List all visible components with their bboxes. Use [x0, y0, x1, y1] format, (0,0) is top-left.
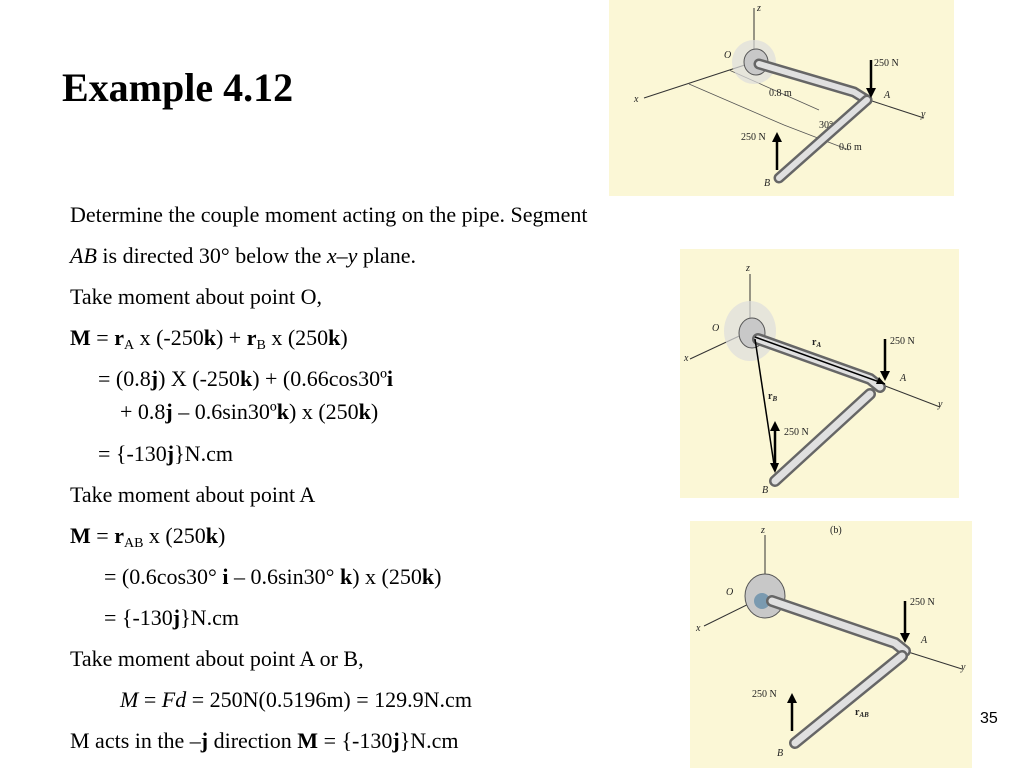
- figure-pipe-position-vectors: [680, 249, 959, 498]
- fig3-b-label: B: [777, 748, 784, 759]
- eq-term: x (250: [265, 325, 329, 350]
- equation-step2: [104, 564, 441, 590]
- slide-title: Example 4.12: [62, 65, 294, 110]
- fig3-o-label: O: [726, 587, 734, 598]
- eq-term: k: [239, 366, 253, 391]
- eq-term: ) x (250: [352, 564, 422, 589]
- fig3-z-label: z: [761, 525, 765, 536]
- fig1-dim-08: 0.8 m: [769, 88, 792, 99]
- heading-text: Take moment about point A: [70, 482, 316, 507]
- fig1-dim-06: 0.6 m: [839, 142, 862, 153]
- eq-term: = {-130: [104, 605, 173, 630]
- equation-result-a: [104, 605, 239, 631]
- eq-term: r: [114, 523, 124, 548]
- fig1-b-label: B: [764, 178, 771, 189]
- statement-part: plane.: [357, 243, 417, 268]
- eq-term: k: [328, 325, 341, 350]
- eq-term: ): [434, 564, 442, 589]
- problem-statement-line2: [70, 243, 416, 269]
- fig2-z-label: z: [746, 263, 750, 274]
- fig3-a-label: A: [921, 635, 928, 646]
- eq-term: }N.cm: [180, 605, 239, 630]
- equation-fd: [120, 687, 472, 713]
- heading-text: Take moment about point A or B,: [70, 646, 364, 671]
- eq-term: k: [421, 564, 435, 589]
- xy-plane: x–y: [326, 243, 358, 268]
- heading-text: Take moment about point O,: [70, 284, 323, 309]
- eq-term: Fd: [161, 687, 187, 712]
- fig1-z-label: z: [757, 3, 761, 14]
- fig3-rab-label: $r_{AB}$: [855, 707, 869, 719]
- moment-about-ab-heading: [70, 646, 364, 672]
- eq-term: r: [246, 325, 257, 350]
- eq-term: ) + (0.66cos30º: [252, 366, 387, 391]
- fig2-b-label: B: [762, 485, 769, 496]
- problem-statement-text: Determine the couple moment acting on the pipe. Segment: [70, 202, 588, 227]
- figure-pipe-rab-vector: [690, 521, 972, 768]
- fig2-force-top: 250 N: [890, 336, 915, 347]
- eq-term: j: [166, 441, 175, 466]
- eq-term: M: [297, 728, 319, 753]
- eq-subscript: AB: [123, 536, 144, 551]
- eq-term: ): [370, 399, 379, 424]
- fig1-y-label: y: [921, 109, 926, 120]
- equation-step1: [98, 366, 393, 392]
- eq-term: k: [276, 399, 289, 424]
- eq-term: = (0.6cos30°: [104, 564, 223, 589]
- eq-term: =: [138, 687, 162, 712]
- fig3-force-top: 250 N: [910, 597, 935, 608]
- equation-step1-cont: [120, 399, 378, 425]
- equation-moment-a: [70, 523, 225, 549]
- equation-result-o: [98, 441, 233, 467]
- eq-term: =: [90, 325, 115, 350]
- fig3-y-label: y: [961, 662, 966, 673]
- fig1-a-label: A: [884, 90, 891, 101]
- eq-term: M: [70, 523, 91, 548]
- moment-about-a-heading: [70, 482, 315, 508]
- eq-term: ) +: [215, 325, 247, 350]
- eq-term: j: [200, 728, 209, 753]
- fig2-y-label: y: [938, 399, 943, 410]
- eq-term: = (0.8: [98, 366, 151, 391]
- statement-part: is directed 30° below the: [96, 243, 327, 268]
- eq-term: – 0.6sin30°: [228, 564, 340, 589]
- eq-term: j: [150, 366, 159, 391]
- eq-term: – 0.6sin30º: [172, 399, 277, 424]
- eq-subscript: A: [123, 338, 135, 353]
- equation-moment-o: [70, 325, 348, 351]
- fig1-force-top: 250 N: [874, 58, 899, 69]
- eq-term: M: [120, 687, 139, 712]
- eq-term: r: [114, 325, 124, 350]
- eq-term: k: [203, 325, 216, 350]
- eq-term: = 250N(0.5196m) = 129.9N.cm: [186, 687, 472, 712]
- fig2-x-label: x: [684, 353, 689, 364]
- eq-term: =: [90, 523, 115, 548]
- fig3-caption: (b): [830, 525, 842, 536]
- eq-term: i: [222, 564, 229, 589]
- fig3-force-bottom: 250 N: [752, 689, 777, 700]
- eq-term: j: [172, 605, 181, 630]
- fig2-force-bottom: 250 N: [784, 427, 809, 438]
- eq-term: k: [358, 399, 371, 424]
- fig1-angle: 30°: [819, 120, 833, 131]
- problem-statement-line1: [70, 202, 587, 228]
- eq-term: x (-250: [134, 325, 204, 350]
- eq-subscript: B: [256, 338, 266, 353]
- eq-term: j: [392, 728, 400, 753]
- eq-term: ): [217, 523, 226, 548]
- eq-term: x (250: [143, 523, 206, 548]
- fig1-x-label: x: [634, 94, 639, 105]
- eq-term: ) X (-250: [158, 366, 240, 391]
- fig2-o-label: O: [712, 323, 720, 334]
- fig2-rb-label: $r_B$: [768, 391, 778, 403]
- eq-term: i: [386, 366, 394, 391]
- eq-term: k: [339, 564, 353, 589]
- figure-pipe-dimensions: [609, 0, 954, 196]
- eq-term: }N.cm: [399, 728, 459, 753]
- fig1-o-label: O: [724, 50, 732, 61]
- fig2-a-label: A: [900, 373, 907, 384]
- page-number: 35: [980, 710, 998, 727]
- eq-term: + 0.8: [120, 399, 166, 424]
- eq-term: }N.cm: [174, 441, 233, 466]
- conclusion-line: [70, 728, 459, 754]
- eq-term: ) x (250: [289, 399, 359, 424]
- fig3-x-label: x: [696, 623, 701, 634]
- moment-about-o-heading: [70, 284, 322, 310]
- eq-term: = {-130: [318, 728, 393, 753]
- eq-term: = {-130: [98, 441, 167, 466]
- fig2-ra-label: $r_A$: [812, 337, 822, 349]
- eq-term: j: [165, 399, 173, 424]
- eq-term: ): [340, 325, 348, 350]
- segment-ab: AB: [70, 243, 97, 268]
- eq-term: direction: [208, 728, 298, 753]
- eq-term: k: [205, 523, 218, 548]
- eq-term: M acts in the –: [70, 728, 201, 753]
- eq-term: M: [70, 325, 91, 350]
- fig1-force-bottom: 250 N: [741, 132, 766, 143]
